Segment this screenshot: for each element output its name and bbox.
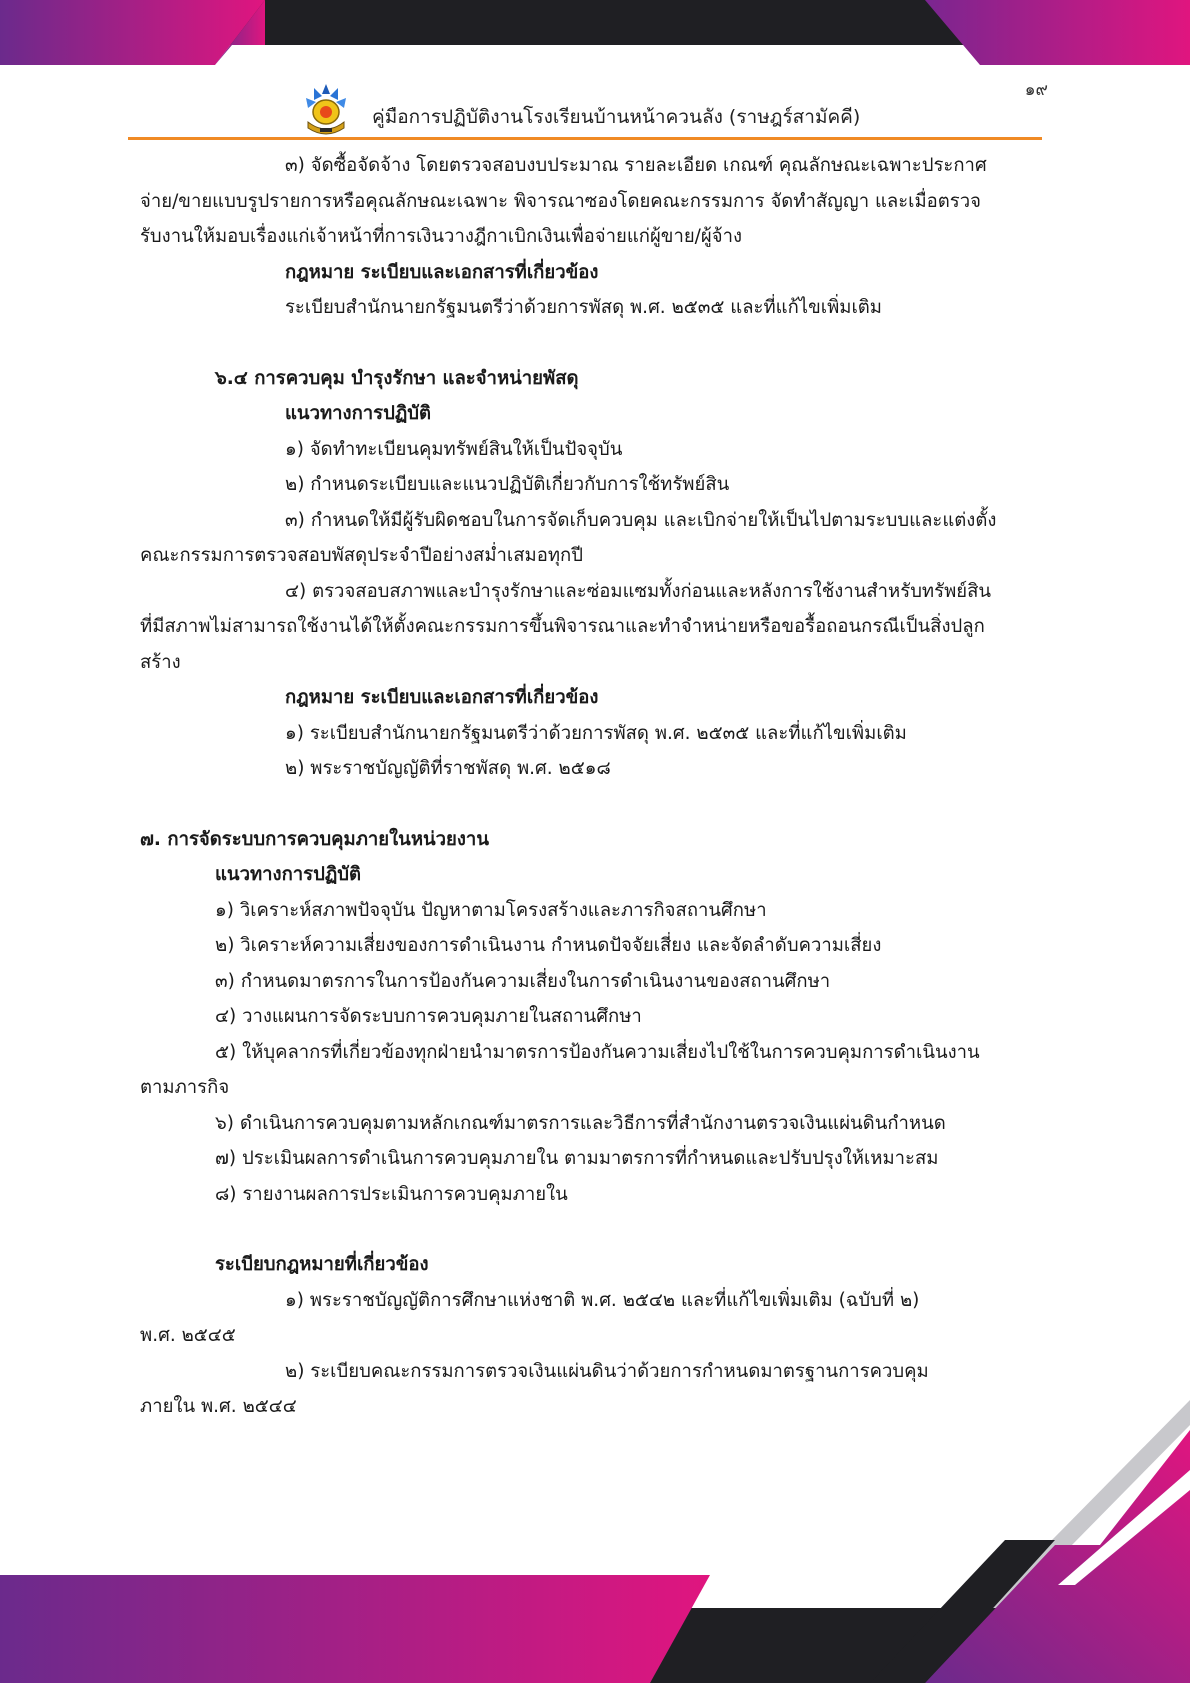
list-item: ๘) รายงานผลการประเมินการควบคุมภายใน	[215, 1183, 568, 1205]
header-rule	[128, 137, 1042, 140]
list-item: ๑) พระราชบัญญัติการศึกษาแห่งชาติ พ.ศ. ๒๕๔๒ และที่แก้ไขเพิ่มเติม (ฉบับที่ ๒)	[285, 1289, 920, 1311]
list-item: ๕) ให้บุคลากรที่เกี่ยวข้องทุกฝ่ายนำมาตรการป้องกันความเสี่ยงไปใช้ในการควบคุมการดำเนินงาน	[215, 1041, 980, 1063]
list-item: ๒) กำหนดระเบียบและแนวปฏิบัติเกี่ยวกับการใช้ทรัพย์สิน	[285, 474, 730, 495]
section-heading: ระเบียบกฎหมายที่เกี่ยวข้อง	[215, 1254, 429, 1275]
list-item-continuation: พ.ศ. ๒๕๔๕	[140, 1325, 236, 1346]
list-item: ๗) ประเมินผลการดำเนินการควบคุมภายใน ตามมาตรการที่กำหนดและปรับปรุงให้เหมาะสม	[215, 1148, 939, 1169]
section-subheading: กฎหมาย ระเบียบและเอกสารที่เกี่ยวข้อง	[285, 687, 599, 708]
bottom-left-gradient	[0, 1575, 710, 1683]
list-item: ๓) กำหนดมาตรการในการป้องกันความเสี่ยงในการดำเนินงานของสถานศึกษา	[215, 970, 831, 992]
bottom-right-dark-wedge	[870, 1540, 1055, 1683]
document-header	[300, 80, 860, 140]
list-item: ๑) จัดทำทะเบียนคุมทรัพย์สินให้เป็นปัจจุบัน	[285, 438, 623, 460]
paragraph: รับงานให้มอบเรื่องแก่เจ้าหน้าที่การเงินวางฎีกาเบิกเงินเพื่อจ่ายแก่ผู้ขาย/ผู้จ้าง	[140, 226, 743, 247]
list-item-continuation: ตามภารกิจ	[140, 1077, 230, 1098]
list-item: ๑) ระเบียบสำนักนายกรัฐมนตรีว่าด้วยการพัสดุ พ.ศ. ๒๕๓๕ และที่แก้ไขเพิ่มเติม	[285, 722, 907, 744]
list-item: ๔) ตรวจสอบสภาพและบำรุงรักษาและซ่อมแซมทั้งก่อนและหลังการใช้งานสำหรับทรัพย์สิน	[285, 580, 992, 602]
list-item: ๑) วิเคราะห์สภาพปัจจุบัน ปัญหาตามโครงสร้างและภารกิจสถานศึกษา	[215, 899, 767, 921]
paragraph: ๓) จัดซื้อจัดจ้าง โดยตรวจสอบงบประมาณ รายละเอียด เกณฑ์ คุณลักษณะเฉพาะประกาศ	[285, 155, 987, 176]
list-item-continuation: ภายใน พ.ศ. ๒๕๔๔	[140, 1396, 297, 1417]
list-item: ๒) วิเคราะห์ความเสี่ยงของการดำเนินงาน กำหนดปัจจัยเสี่ยง และจัดลำดับความเสี่ยง	[215, 935, 882, 956]
section-subheading: กฎหมาย ระเบียบและเอกสารที่เกี่ยวข้อง	[285, 261, 599, 283]
list-item: ๓) กำหนดให้มีผู้รับผิดชอบในการจัดเก็บควบคุม และเบิกจ่ายให้เป็นไปตามระบบและแต่งตั้ง	[285, 509, 997, 531]
section-heading: ๖.๔ การควบคุม บำรุงรักษา และจำหน่ายพัสดุ	[215, 367, 579, 389]
section-subheading: แนวทางการปฏิบัติ	[215, 864, 362, 885]
list-item: ๒) ระเบียบคณะกรรมการตรวจเงินแผ่นดินว่าด้วยการกำหนดมาตรฐานการควบคุม	[285, 1360, 929, 1382]
list-item-continuation: สร้าง	[140, 651, 181, 673]
list-item-continuation: คณะกรรมการตรวจสอบพัสดุประจำปีอย่างสม่ำเสมอทุกปี	[140, 545, 583, 566]
school-logo-icon	[300, 80, 352, 140]
header-title: คู่มือการปฏิบัติงานโรงเรียนบ้านหน้าควนลัง (ราษฎร์สามัคคี)	[372, 106, 861, 128]
top-left-gradient	[0, 0, 265, 65]
bottom-right-white-stripe	[1058, 1470, 1190, 1585]
section-heading: ๗. การจัดระบบการควบคุมภายในหน่วยงาน	[140, 828, 489, 850]
page-number: ๑๙	[1024, 80, 1048, 100]
list-item-continuation: ที่มีสภาพไม่สามารถใช้งานได้ให้ตั้งคณะกรรมการขึ้นพิจารณาและทำจำหน่ายหรือขอรื้อถอนกรณีเป็นสิ่งปลูก	[140, 616, 985, 637]
top-dark-band	[0, 0, 1190, 45]
list-item: ๖) ดำเนินการควบคุมตามหลักเกณฑ์มาตรการและวิธีการที่สำนักงานตรวจเงินแผ่นดินกำหนด	[215, 1112, 946, 1134]
bottom-dark-band	[0, 1608, 1190, 1683]
bottom-right-gradient	[925, 1430, 1190, 1683]
list-item: ระเบียบสำนักนายกรัฐมนตรีว่าด้วยการพัสดุ พ.ศ. ๒๕๓๕ และที่แก้ไขเพิ่มเติม	[285, 297, 883, 318]
document-body	[140, 148, 1048, 1425]
section-subheading: แนวทางการปฏิบัติ	[285, 403, 432, 424]
paragraph: จ่าย/ขายแบบรูปรายการหรือคุณลักษณะเฉพาะ พิจารณาซองโดยคณะกรรมการ จัดทำสัญญา และเมื่อตรวจ	[140, 190, 981, 212]
list-item: ๔) วางแผนการจัดระบบการควบคุมภายในสถานศึกษา	[215, 1006, 642, 1027]
list-item: ๒) พระราชบัญญัติที่ราชพัสดุ พ.ศ. ๒๕๑๘	[285, 758, 611, 779]
top-right-gradient	[925, 0, 1190, 65]
bottom-right-gray-stripe	[985, 1400, 1190, 1608]
